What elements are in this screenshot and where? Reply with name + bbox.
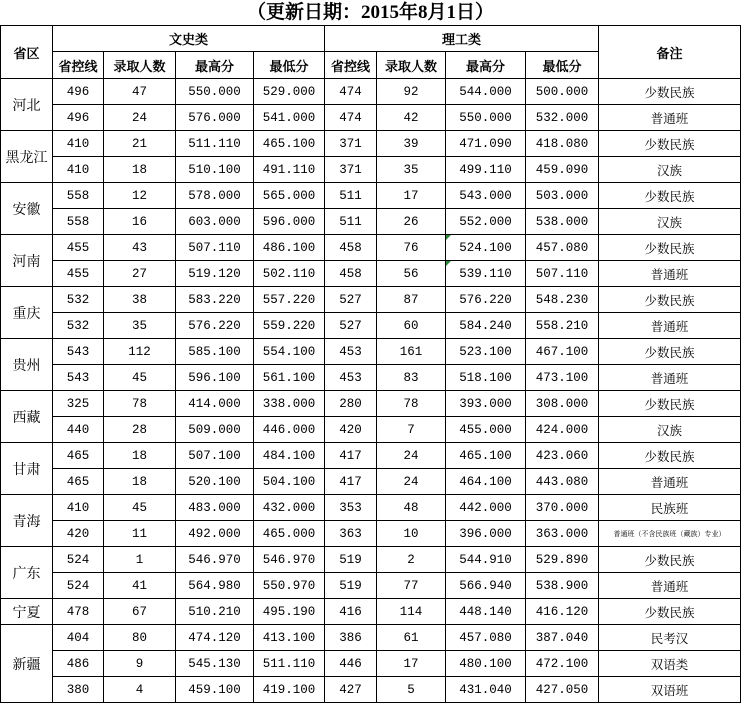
control-line-cell: 371 [325,131,377,157]
note-cell: 普通班 [599,365,741,391]
control-line-cell: 474 [325,79,377,105]
table-row [1,677,741,703]
province-cell: 贵州 [1,339,53,391]
province-header: 省区 [1,26,53,79]
note-cell: 少数民族 [599,443,741,469]
min-score-cell: 546.970 [254,547,325,573]
admitted-count-cell: 12 [104,183,176,209]
science-header: 理工类 [325,26,599,52]
max-score-cell: 566.940 [446,573,526,599]
max-score-cell: 511.110 [176,131,254,157]
admitted-count-cell: 80 [104,625,176,651]
admitted-count-cell: 7 [377,417,446,443]
control-line-cell: 416 [325,599,377,625]
admitted-count-cell: 28 [104,417,176,443]
min-score-cell: 502.110 [254,261,325,287]
table-row [1,157,741,183]
min-score-cell: 432.000 [254,495,325,521]
max-score-cell: 520.100 [176,469,254,495]
admitted-count-cell: 16 [104,209,176,235]
control-line-cell: 410 [53,131,104,157]
admitted-count-cell: 5 [377,677,446,703]
province-cell: 甘肃 [1,443,53,495]
max-score-cell: 596.100 [176,365,254,391]
table-row [1,235,741,261]
control-line-cell: 410 [53,157,104,183]
min-score-cell: 484.100 [254,443,325,469]
admitted-count-header: 录取人数 [104,52,176,79]
min-score-cell: 486.100 [254,235,325,261]
note-cell: 汉族 [599,157,741,183]
page-title: （更新日期：2015年8月1日） [246,2,494,23]
min-score-cell: 473.100 [526,365,599,391]
table-row [1,625,741,651]
admitted-count-header: 录取人数 [377,52,446,79]
max-score-cell: 414.000 [176,391,254,417]
max-score-cell: 545.130 [176,651,254,677]
province-cell: 黑龙江 [1,131,53,183]
min-score-cell: 507.110 [526,261,599,287]
admitted-count-cell: 43 [104,235,176,261]
control-line-cell: 527 [325,287,377,313]
max-score-cell: 492.000 [176,521,254,547]
min-score-cell: 427.050 [526,677,599,703]
min-score-cell: 424.000 [526,417,599,443]
max-score-cell: 583.220 [176,287,254,313]
province-cell: 重庆 [1,287,53,339]
max-score-cell: 578.000 [176,183,254,209]
max-score-cell: 431.040 [446,677,526,703]
control-line-cell: 446 [325,651,377,677]
max-score-cell: 576.220 [446,287,526,313]
admitted-count-cell: 76 [377,235,446,261]
min-score-cell: 538.000 [526,209,599,235]
min-score-cell: 338.000 [254,391,325,417]
min-score-cell: 554.100 [254,339,325,365]
admitted-count-cell: 4 [104,677,176,703]
control-line-cell: 386 [325,625,377,651]
admitted-count-cell: 67 [104,599,176,625]
min-score-header: 最低分 [526,52,599,79]
min-score-cell: 465.000 [254,521,325,547]
note-cell: 普通班 [599,105,741,131]
admitted-count-cell: 18 [104,443,176,469]
admitted-count-cell: 21 [104,131,176,157]
max-score-cell: 539.110 [446,261,526,287]
control-line-cell: 511 [325,209,377,235]
admitted-count-cell: 2 [377,547,446,573]
admitted-count-cell: 77 [377,573,446,599]
note-cell: 少数民族 [599,79,741,105]
max-score-cell: 510.210 [176,599,254,625]
min-score-cell: 413.100 [254,625,325,651]
max-score-header: 最高分 [446,52,526,79]
min-score-cell: 529.000 [254,79,325,105]
table-row [1,209,741,235]
admitted-count-cell: 24 [377,469,446,495]
control-line-cell: 558 [53,209,104,235]
admitted-count-cell: 17 [377,183,446,209]
note-cell: 汉族 [599,417,741,443]
admitted-count-cell: 18 [104,157,176,183]
max-score-cell: 576.000 [176,105,254,131]
province-cell: 宁夏 [1,599,53,625]
min-score-cell: 387.040 [526,625,599,651]
min-score-cell: 503.000 [526,183,599,209]
control-line-cell: 410 [53,495,104,521]
admitted-count-cell: 78 [377,391,446,417]
max-score-cell: 564.980 [176,573,254,599]
table-row [1,521,741,547]
admitted-count-cell: 11 [104,521,176,547]
admitted-count-cell: 47 [104,79,176,105]
min-score-cell: 423.060 [526,443,599,469]
admitted-count-cell: 24 [377,443,446,469]
min-score-cell: 467.100 [526,339,599,365]
max-score-cell: 510.100 [176,157,254,183]
min-score-cell: 472.100 [526,651,599,677]
admitted-count-cell: 27 [104,261,176,287]
control-line-cell: 543 [53,365,104,391]
control-line-cell: 455 [53,235,104,261]
province-cell: 青海 [1,495,53,547]
max-score-cell: 507.110 [176,235,254,261]
control-line-cell: 453 [325,365,377,391]
max-score-cell: 480.100 [446,651,526,677]
min-score-cell: 565.000 [254,183,325,209]
min-score-cell: 511.110 [254,651,325,677]
max-score-cell: 546.970 [176,547,254,573]
note-cell: 普通班 [599,573,741,599]
max-score-cell: 509.000 [176,417,254,443]
control-line-cell: 532 [53,287,104,313]
table-row [1,183,741,209]
admitted-count-cell: 60 [377,313,446,339]
control-line-cell: 532 [53,313,104,339]
max-score-cell: 457.080 [446,625,526,651]
table-row [1,599,741,625]
table-row [1,651,741,677]
admitted-count-cell: 9 [104,651,176,677]
note-cell: 汉族 [599,209,741,235]
min-score-cell: 500.000 [526,79,599,105]
min-score-cell: 538.900 [526,573,599,599]
table-row [1,365,741,391]
min-score-cell: 363.000 [526,521,599,547]
min-score-cell: 465.100 [254,131,325,157]
admitted-count-cell: 42 [377,105,446,131]
table-row [1,391,741,417]
min-score-cell: 416.120 [526,599,599,625]
admitted-count-cell: 78 [104,391,176,417]
admitted-count-cell: 26 [377,209,446,235]
control-line-cell: 524 [53,547,104,573]
note-cell: 少数民族 [599,287,741,313]
province-cell: 广东 [1,547,53,599]
max-score-cell: 396.000 [446,521,526,547]
max-score-cell: 455.000 [446,417,526,443]
min-score-cell: 596.000 [254,209,325,235]
control-line-cell: 371 [325,157,377,183]
note-cell: 民考汉 [599,625,741,651]
min-score-cell: 418.080 [526,131,599,157]
max-score-cell: 465.100 [446,443,526,469]
control-line-cell: 353 [325,495,377,521]
control-line-cell: 363 [325,521,377,547]
min-score-cell: 457.080 [526,235,599,261]
control-line-cell: 478 [53,599,104,625]
max-score-cell: 507.100 [176,443,254,469]
liberal-arts-header: 文史类 [53,26,325,52]
max-score-cell: 544.000 [446,79,526,105]
admitted-count-cell: 38 [104,287,176,313]
min-score-cell: 446.000 [254,417,325,443]
table-row [1,131,741,157]
control-line-cell: 524 [53,573,104,599]
control-line-cell: 527 [325,313,377,339]
control-line-header: 省控线 [53,52,104,79]
admitted-count-cell: 114 [377,599,446,625]
max-score-cell: 550.000 [176,79,254,105]
min-score-cell: 541.000 [254,105,325,131]
note-cell: 民族班 [599,495,741,521]
province-cell: 新疆 [1,625,53,703]
province-cell: 西藏 [1,391,53,443]
control-line-cell: 420 [53,521,104,547]
table-row [1,443,741,469]
admitted-count-cell: 35 [104,313,176,339]
admitted-count-cell: 61 [377,625,446,651]
control-line-cell: 380 [53,677,104,703]
note-cell: 双语类 [599,651,741,677]
admitted-count-cell: 48 [377,495,446,521]
control-line-cell: 558 [53,183,104,209]
table-row [1,287,741,313]
table-row [1,313,741,339]
max-score-cell: 464.100 [446,469,526,495]
min-score-cell: 419.100 [254,677,325,703]
control-line-cell: 465 [53,469,104,495]
admitted-count-cell: 18 [104,469,176,495]
max-score-cell: 483.000 [176,495,254,521]
max-score-cell: 459.100 [176,677,254,703]
table-row [1,105,741,131]
admitted-count-cell: 92 [377,79,446,105]
control-line-cell: 420 [325,417,377,443]
control-line-cell: 427 [325,677,377,703]
control-line-cell: 519 [325,573,377,599]
admitted-count-cell: 83 [377,365,446,391]
table-row [1,469,741,495]
max-score-cell: 471.090 [446,131,526,157]
min-score-cell: 495.190 [254,599,325,625]
max-score-cell: 442.000 [446,495,526,521]
min-score-cell: 548.230 [526,287,599,313]
max-score-cell: 523.100 [446,339,526,365]
max-score-cell: 518.100 [446,365,526,391]
min-score-cell: 557.220 [254,287,325,313]
control-line-cell: 543 [53,339,104,365]
table-row [1,547,741,573]
max-score-cell: 448.140 [446,599,526,625]
max-score-cell: 576.220 [176,313,254,339]
admission-score-table [0,25,741,703]
min-score-cell: 532.000 [526,105,599,131]
table-row [1,261,741,287]
note-cell: 少数民族 [599,599,741,625]
min-score-cell: 559.220 [254,313,325,339]
admitted-count-cell: 56 [377,261,446,287]
control-line-cell: 511 [325,183,377,209]
admitted-count-cell: 45 [104,495,176,521]
note-cell: 普通班 [599,261,741,287]
admitted-count-cell: 87 [377,287,446,313]
max-score-cell: 584.240 [446,313,526,339]
table-row [1,339,741,365]
table-row [1,573,741,599]
control-line-cell: 417 [325,469,377,495]
table-row [1,79,741,105]
max-score-cell: 543.000 [446,183,526,209]
admitted-count-cell: 161 [377,339,446,365]
max-score-cell: 474.120 [176,625,254,651]
admitted-count-cell: 112 [104,339,176,365]
min-score-cell: 459.090 [526,157,599,183]
max-score-cell: 550.000 [446,105,526,131]
note-cell: 少数民族 [599,339,741,365]
control-line-cell: 417 [325,443,377,469]
control-line-cell: 465 [53,443,104,469]
control-line-cell: 455 [53,261,104,287]
control-line-cell: 458 [325,261,377,287]
control-line-cell: 404 [53,625,104,651]
note-cell: 普通班（不含民族班（藏族）专业） [599,521,741,547]
note-header: 备注 [599,26,741,79]
province-cell: 河南 [1,235,53,287]
admitted-count-cell: 24 [104,105,176,131]
province-cell: 河北 [1,79,53,131]
min-score-cell: 558.210 [526,313,599,339]
max-score-cell: 499.110 [446,157,526,183]
note-cell: 少数民族 [599,391,741,417]
note-cell: 少数民族 [599,235,741,261]
control-line-cell: 486 [53,651,104,677]
min-score-cell: 561.100 [254,365,325,391]
province-cell: 安徽 [1,183,53,235]
note-cell: 普通班 [599,313,741,339]
control-line-header: 省控线 [325,52,377,79]
min-score-cell: 529.890 [526,547,599,573]
min-score-cell: 504.100 [254,469,325,495]
admitted-count-cell: 45 [104,365,176,391]
control-line-cell: 325 [53,391,104,417]
max-score-cell: 544.910 [446,547,526,573]
max-score-cell: 524.100 [446,235,526,261]
note-cell: 少数民族 [599,131,741,157]
admitted-count-cell: 10 [377,521,446,547]
table-row [1,417,741,443]
control-line-cell: 496 [53,105,104,131]
note-cell: 普通班 [599,469,741,495]
control-line-cell: 440 [53,417,104,443]
note-cell: 少数民族 [599,183,741,209]
admitted-count-cell: 41 [104,573,176,599]
max-score-cell: 552.000 [446,209,526,235]
admitted-count-cell: 39 [377,131,446,157]
admitted-count-cell: 17 [377,651,446,677]
admitted-count-cell: 35 [377,157,446,183]
min-score-cell: 550.970 [254,573,325,599]
admitted-count-cell: 1 [104,547,176,573]
control-line-cell: 453 [325,339,377,365]
note-cell: 少数民族 [599,547,741,573]
max-score-cell: 603.000 [176,209,254,235]
min-score-header: 最低分 [254,52,325,79]
max-score-cell: 393.000 [446,391,526,417]
note-cell: 双语班 [599,677,741,703]
control-line-cell: 280 [325,391,377,417]
min-score-cell: 308.000 [526,391,599,417]
control-line-cell: 496 [53,79,104,105]
table-row [1,495,741,521]
max-score-cell: 519.120 [176,261,254,287]
min-score-cell: 491.110 [254,157,325,183]
max-score-header: 最高分 [176,52,254,79]
control-line-cell: 474 [325,105,377,131]
max-score-cell: 585.100 [176,339,254,365]
min-score-cell: 443.080 [526,469,599,495]
control-line-cell: 519 [325,547,377,573]
min-score-cell: 370.000 [526,495,599,521]
control-line-cell: 458 [325,235,377,261]
